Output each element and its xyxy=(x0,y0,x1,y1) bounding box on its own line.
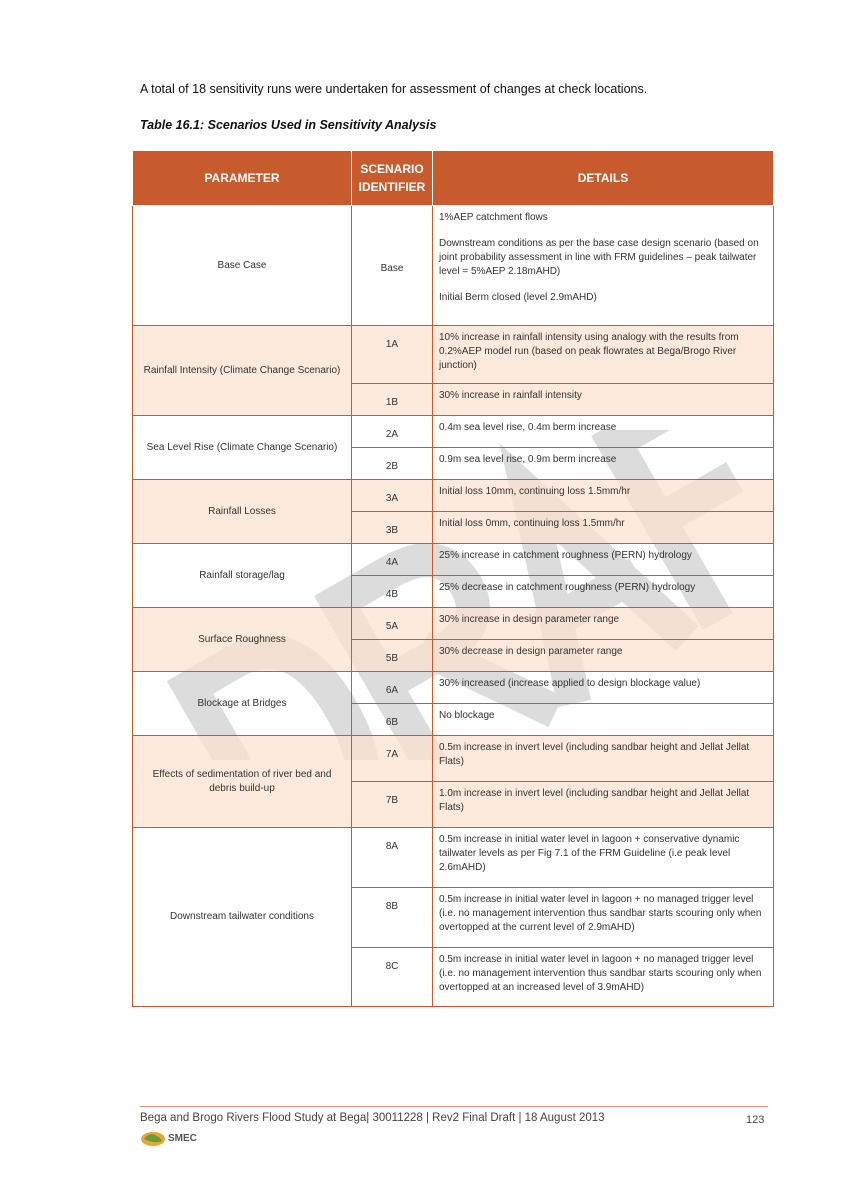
footer-divider xyxy=(140,1106,768,1107)
intro-paragraph: A total of 18 sensitivity runs were undertaken for assessment of changes at check locations. xyxy=(140,82,648,96)
table-header-row xyxy=(133,151,774,206)
scenario-id-cell: 1B xyxy=(352,384,433,416)
details-paragraph: Downstream conditions as per the base case design scenario (based on joint probability assessment in line with FRM guidelines – peak tailwater level = 5%AEP 2.18mAHD) xyxy=(439,238,759,277)
table-row xyxy=(133,480,774,512)
scenario-id-cell: 3A xyxy=(352,480,433,512)
details-paragraph: 30% increase in rainfall intensity xyxy=(439,390,582,401)
details-paragraph: 30% decrease in design parameter range xyxy=(439,646,623,657)
details-paragraph: 1.0m increase in invert level (including sandbar height and Jellat Jellat Flats) xyxy=(439,788,750,813)
scenario-id-cell: 6A xyxy=(352,672,433,704)
details-paragraph: 30% increase in design parameter range xyxy=(439,614,620,625)
details-paragraph: 0.5m increase in initial water level in lagoon + no managed trigger level (i.e. no management intervention thus sandbar starts scouring only when overtopped at the current level of 2.9mAHD) xyxy=(439,894,762,933)
table-row xyxy=(133,736,774,782)
scenario-id-cell: 7A xyxy=(352,736,433,782)
details-paragraph: Initial loss 10mm, continuing loss 1.5mm/hr xyxy=(439,486,631,497)
details-cell xyxy=(433,640,774,672)
details-cell xyxy=(433,384,774,416)
logo-text: SMEC xyxy=(168,1132,197,1144)
details-paragraph: Initial loss 0mm, continuing loss 1.5mm/hr xyxy=(439,518,625,529)
table-caption: Table 16.1: Scenarios Used in Sensitivity Analysis xyxy=(140,118,437,132)
parameter-cell: Downstream tailwater conditions xyxy=(133,828,352,1007)
scenario-id-cell: Base xyxy=(352,206,433,326)
details-cell xyxy=(433,736,774,782)
table-row xyxy=(133,828,774,888)
details-paragraph: 25% increase in catchment roughness (PERN) hydrology xyxy=(439,550,692,561)
table-row xyxy=(133,544,774,576)
header-details: DETAILS xyxy=(433,151,774,206)
details-cell xyxy=(433,544,774,576)
details-paragraph: 1%AEP catchment flows xyxy=(439,212,548,223)
details-cell xyxy=(433,576,774,608)
details-paragraph: 30% increased (increase applied to design blockage value) xyxy=(439,678,701,689)
header-parameter: PARAMETER xyxy=(133,151,352,206)
header-scenario-line2: IDENTIFIER xyxy=(358,180,426,194)
details-cell xyxy=(433,888,774,948)
details-paragraph: 0.5m increase in initial water level in lagoon + conservative dynamic tailwater levels as per Fig 7.1 of the FRM Guideline (i.e peak level 2.6mAHD) xyxy=(439,834,740,873)
parameter-cell: Base Case xyxy=(133,206,352,326)
details-paragraph: 10% increase in rainfall intensity using analogy with the results from 0.2%AEP model run (based on peak flowrates at Bega/Brogo River junction) xyxy=(439,332,739,371)
details-paragraph: 0.9m sea level rise, 0.9m berm increase xyxy=(439,454,617,465)
scenario-id-cell: 1A xyxy=(352,326,433,384)
details-cell xyxy=(433,416,774,448)
details-cell xyxy=(433,782,774,828)
footer-text: Bega and Brogo Rivers Flood Study at Bega| 30011228 | Rev2 Final Draft | 18 August 2013 xyxy=(140,1112,605,1124)
scenario-id-cell: 7B xyxy=(352,782,433,828)
scenario-id-cell: 5A xyxy=(352,608,433,640)
details-cell xyxy=(433,704,774,736)
details-paragraph: 0.5m increase in invert level (including sandbar height and Jellat Jellat Flats) xyxy=(439,742,750,767)
table-body xyxy=(133,206,774,1007)
scenario-id-cell: 6B xyxy=(352,704,433,736)
table-row xyxy=(133,672,774,704)
details-paragraph: 0.5m increase in initial water level in lagoon + no managed trigger level (i.e. no management intervention thus sandbar starts scouring only when overtopped at an increased level of 3.9mAHD) xyxy=(439,954,762,993)
scenario-id-cell: 2B xyxy=(352,448,433,480)
details-cell xyxy=(433,672,774,704)
details-paragraph: 25% decrease in catchment roughness (PERN) hydrology xyxy=(439,582,696,593)
details-cell xyxy=(433,206,774,326)
scenario-id-cell: 8C xyxy=(352,948,433,1007)
details-paragraph: Initial Berm closed (level 2.9mAHD) xyxy=(439,292,597,303)
scenarios-table xyxy=(132,150,774,1007)
parameter-cell: Effects of sedimentation of river bed and debris build-up xyxy=(133,736,352,828)
details-cell xyxy=(433,608,774,640)
scenario-id-cell: 3B xyxy=(352,512,433,544)
details-cell xyxy=(433,512,774,544)
table-row xyxy=(133,326,774,384)
parameter-cell: Blockage at Bridges xyxy=(133,672,352,736)
parameter-cell: Sea Level Rise (Climate Change Scenario) xyxy=(133,416,352,480)
details-cell xyxy=(433,948,774,1007)
scenario-id-cell: 2A xyxy=(352,416,433,448)
table-row xyxy=(133,416,774,448)
header-scenario-identifier xyxy=(352,151,433,206)
scenario-id-cell: 4A xyxy=(352,544,433,576)
smec-logo-icon xyxy=(140,1129,166,1147)
scenario-id-cell: 8B xyxy=(352,888,433,948)
details-cell xyxy=(433,828,774,888)
details-paragraph: No blockage xyxy=(439,710,495,721)
details-cell xyxy=(433,480,774,512)
scenario-id-cell: 4B xyxy=(352,576,433,608)
parameter-cell: Surface Roughness xyxy=(133,608,352,672)
parameter-cell: Rainfall Losses xyxy=(133,480,352,544)
table-row xyxy=(133,608,774,640)
details-cell xyxy=(433,448,774,480)
table-row xyxy=(133,206,774,326)
scenario-id-cell: 8A xyxy=(352,828,433,888)
page-number: 123 xyxy=(746,1114,765,1126)
parameter-cell: Rainfall Intensity (Climate Change Scenario) xyxy=(133,326,352,416)
details-paragraph: 0.4m sea level rise, 0.4m berm increase xyxy=(439,422,617,433)
smec-logo xyxy=(140,1128,210,1148)
details-cell xyxy=(433,326,774,384)
scenario-id-cell: 5B xyxy=(352,640,433,672)
header-scenario-line1: SCENARIO xyxy=(360,162,424,176)
parameter-cell: Rainfall storage/lag xyxy=(133,544,352,608)
